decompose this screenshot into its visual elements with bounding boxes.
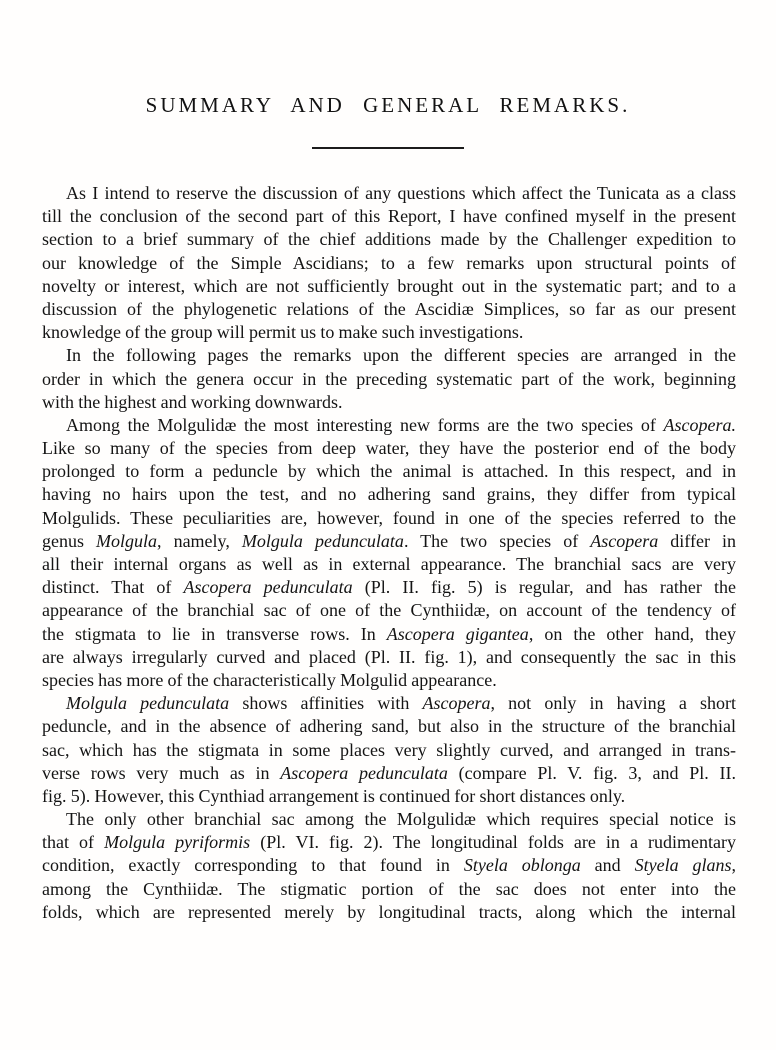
text-run: . The two species of xyxy=(403,530,591,551)
text-line xyxy=(42,298,736,321)
text-run: having no hairs upon the test, and no adhering sand grains, they differ from typical xyxy=(42,484,736,505)
paragraph xyxy=(42,182,736,344)
text-run: , namely, xyxy=(157,530,242,551)
text-line xyxy=(42,205,736,228)
text-line xyxy=(42,692,736,715)
text-run: Molgulids. These peculiarities are, however, found in one of the species referred to the xyxy=(42,507,736,528)
species-name-italic: Ascopera xyxy=(422,693,491,714)
text-run: (compare Pl. V. fig. 3, and Pl. II. xyxy=(447,762,736,783)
text-line xyxy=(42,252,736,275)
text-line xyxy=(42,553,736,576)
page-text xyxy=(42,182,736,924)
text-line xyxy=(42,646,736,669)
text-run: among the Cynthiidæ. The stigmatic portion of the sac does not enter into the xyxy=(42,878,736,899)
text-run: (Pl. VI. fig. 2). The longitudinal folds are in a rudimentary xyxy=(250,832,736,853)
text-line xyxy=(42,901,736,924)
species-name-italic: Ascopera. xyxy=(663,414,736,435)
text-run: genus xyxy=(42,530,97,551)
text-line xyxy=(42,669,736,692)
text-run: distinct. That of xyxy=(42,577,184,598)
text-line xyxy=(42,228,736,251)
page-title: SUMMARY AND GENERAL REMARKS. xyxy=(145,93,631,117)
species-name-italic: Molgula xyxy=(96,530,158,551)
text-run: peduncle, and in the absence of adhering sand, but also in the structure of the branchial xyxy=(42,716,736,737)
text-line xyxy=(42,460,736,483)
text-line xyxy=(42,623,736,646)
species-name-italic: Styela oblonga xyxy=(463,855,581,876)
text-run: differ in xyxy=(658,530,736,551)
text-run: species has more of the characteristically Molgulid appearance. xyxy=(42,669,497,690)
text-run: The only other branchial sac among the Molgulidæ which requires special notice is xyxy=(66,809,736,830)
text-line xyxy=(42,878,736,901)
paragraph xyxy=(42,692,736,808)
text-run: (Pl. II. fig. 5) is regular, and has rather the xyxy=(352,577,736,598)
text-line xyxy=(42,321,736,344)
text-run: Like so many of the species from deep water, they have the posterior end of the body xyxy=(42,438,736,459)
text-line xyxy=(42,368,736,391)
text-run: our knowledge of the Simple Ascidians; to a few remarks upon structural points of xyxy=(42,252,736,273)
text-line xyxy=(42,275,736,298)
text-run: prolonged to form a peduncle by which the animal is attached. In this respect, and in xyxy=(42,461,736,482)
text-run: novelty or interest, which are not sufficiently brought out in the systematic part; and to a xyxy=(42,275,736,296)
text-line xyxy=(42,344,736,367)
text-run: fig. 5). However, this Cynthiad arrangement is continued for short distances only. xyxy=(42,785,626,806)
text-run: Among the Molgulidæ the most interesting new forms are the two species of xyxy=(66,414,664,435)
text-run: till the conclusion of the second part of this Report, I have confined myself in the present xyxy=(42,206,736,227)
text-line xyxy=(42,391,736,414)
text-run: verse rows very much as in xyxy=(42,762,281,783)
text-line xyxy=(42,831,736,854)
text-line xyxy=(42,739,736,762)
text-run: folds, which are represented merely by longitudinal tracts, along which the internal xyxy=(42,901,736,922)
text-run: with the highest and working downwards. xyxy=(42,391,343,412)
text-run: section to a brief summary of the chief additions made by the Challenger expedition to xyxy=(42,229,736,250)
text-run: , not only in having a short xyxy=(490,693,736,714)
text-run: shows affinities with xyxy=(229,693,423,714)
species-name-italic: Molgula pedunculata xyxy=(66,693,230,714)
paragraph xyxy=(42,414,736,692)
species-name-italic: Ascopera pedunculata xyxy=(280,762,448,783)
text-line xyxy=(42,414,736,437)
text-run: that of xyxy=(42,832,105,853)
text-run: As I intend to reserve the discussion of any questions which affect the Tunicata as a class xyxy=(66,183,736,203)
species-name-italic: Ascopera gigantea xyxy=(386,623,529,644)
text-line xyxy=(42,483,736,506)
species-name-italic: Molgula pyriformis xyxy=(104,832,251,853)
text-line xyxy=(42,854,736,877)
text-line xyxy=(42,507,736,530)
species-name-italic: Molgula pedunculata xyxy=(241,530,404,551)
text-run: knowledge of the group will permit us to make such investigations. xyxy=(42,322,524,343)
text-run: discussion of the phylogenetic relations of the Ascidiæ Simplices, so far as our present xyxy=(42,298,736,319)
text-run: , xyxy=(731,855,736,876)
species-name-italic: Ascopera pedunculata xyxy=(183,577,353,598)
text-line xyxy=(42,576,736,599)
text-run: , on the other hand, they xyxy=(528,623,736,644)
text-run: In the following pages the remarks upon the different species are arranged in the xyxy=(66,345,736,366)
text-line xyxy=(42,599,736,622)
species-name-italic: Styela glans xyxy=(634,855,732,876)
text-line xyxy=(42,182,736,205)
species-name-italic: Ascopera xyxy=(590,530,659,551)
text-line xyxy=(42,715,736,738)
text-run: are always irregularly curved and placed (Pl. II. fig. 1), and consequently the sac in this xyxy=(42,646,736,667)
text-run: sac, which has the stigmata in some places very slightly curved, and arranged in trans- xyxy=(42,739,736,760)
text-line xyxy=(42,762,736,785)
text-line xyxy=(42,785,736,808)
text-run: the stigmata to lie in transverse rows. In xyxy=(42,623,387,644)
paragraph xyxy=(42,808,736,924)
text-line xyxy=(42,530,736,553)
title-divider-rule xyxy=(312,147,464,149)
text-line xyxy=(42,437,736,460)
text-run: all their internal organs as well as in external appearance. The branchial sacs are very xyxy=(42,554,736,574)
text-run: and xyxy=(580,855,635,876)
paragraph xyxy=(42,344,736,414)
text-run: order in which the genera occur in the preceding systematic part of the work, beginning xyxy=(42,368,736,389)
text-run: appearance of the branchial sac of one of the Cynthiidæ, on account of the tendency of xyxy=(42,600,736,621)
text-run: condition, exactly corresponding to that found in xyxy=(42,855,464,876)
text-line xyxy=(42,808,736,831)
